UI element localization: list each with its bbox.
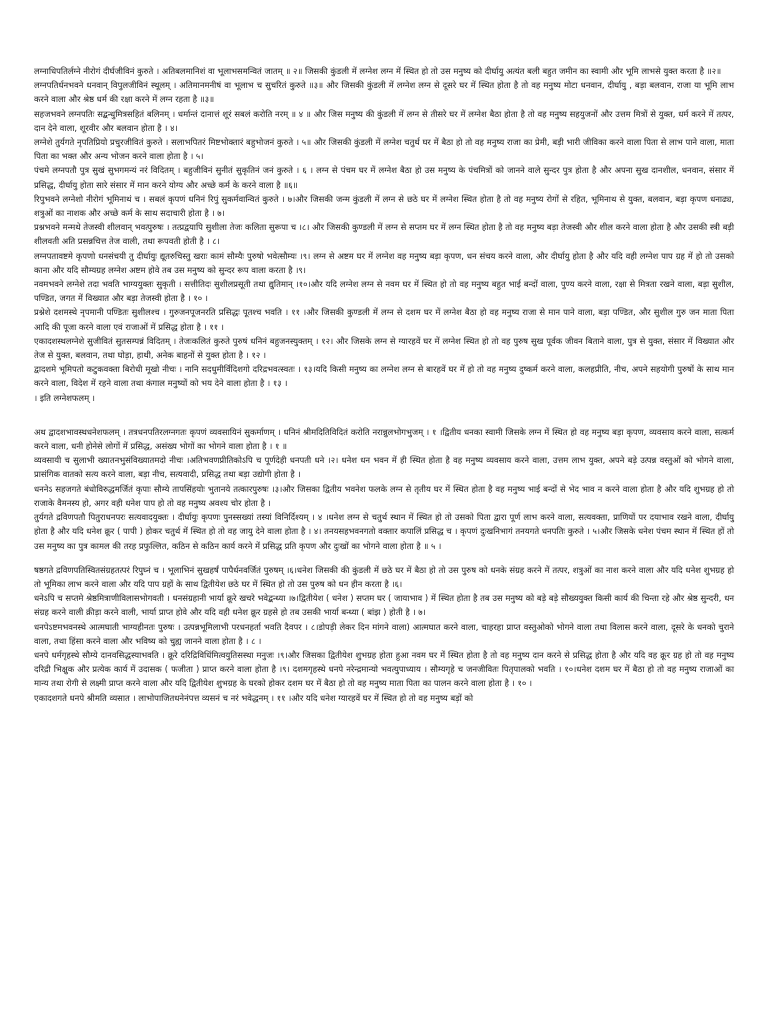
section-lagnesh-phal [34,64,734,405]
verse-paragraph: षष्ठगते द्रविणपतिस्वितसंग्रहतत्परं रिपुघ्नं च । भूलाभिनं सुखहर्षं पापैर्धनवर्जितं पुरुषम् ।६।धनेश जिसकी की कुंडली में छठे घर में बैठा हो तो उस पुरुष को धनके संग्रह करने में तत्पर, शत्रुओं का नाश करने वाला और यदि धनेश शुभग्रह हो तो भूमिका लाभ करने वाला और यदि पाप ग्रहों के साथ द्वितीयेश छठे घर में स्थित हो तो उस पुरुष को धन हीन करता है ।६। [34,564,734,589]
verse-paragraph: एकादशस्थलग्नेशे सुजीवितं सुतसम्पन्नं विदितम् । तेजःकलितं कुरुते पुरुषं धनिनं बहुजनस्युक्तम् । १२। और जिसके लग्न से ग्यारहवें घर में लग्नेश स्थित हो तो वह पुरुष सुख पूर्वक जीवन बिताने वाला, पुत्र से युक्त, संसार में विख्यात और तेज से युक्त, बलवान, तथा घोड़ा, हाथी, अनेक बाहनों से युक्त होता है । १२ । [34,335,734,361]
verse-paragraph: धनपे धर्मगृहस्थे सौम्ये दानवसिद्धस्याभवति । क्रूरे दरिद्रिविधिंमित्वयुतिसस्था मनुजः ।९।और जिसका द्वितीयेश शुभग्रह होता हुआ नवम घर में स्थित होता है तो वह मनुष्य दान करने से प्रसिद्ध होता है और यदि वह क्रूर ग्रह हो तो वह मनुष्य दरिद्री भिक्षुक और प्रत्येक कार्य में उदासक ( फजीता ) प्राप्त करने वाला होता है ।९। दशमगृहस्थे धनपे नरेन्द्रमान्यो भवत्युपाध्याय । सौम्यगृहे च जनजीवितः पितृपालको भवति । १०।धनेश दशम घर में बैठा हो तो वह मनुष्य राजाओं का मान्य तथा रोगी से लक्ष्मी प्राप्त करने वाला और यदि द्वितीयेश शुभग्रह के घरको होकर दशम घर में बैठा हो तो वह मनुष्य माता पिता का पालन करने वाला होता है । १० । [34,649,734,689]
section-dhanesh-phal [34,425,734,553]
section-gap [34,405,734,425]
verse-paragraph: धनेऽपि च सप्तमे श्रेष्ठमित्राणीविलासभोगवती । धनसंग्रहानी भार्या क्रूरे खचरे भवेद्बन्ध्या ।७।द्वितीयेश ( धनेश ) सप्तम घर ( जायाभाव ) में स्थित होता है तब उस मनुष्य को बड़े बड़े सौख्ययुक्त किसी कार्य की चिन्ता रहे और श्रेष्ठ सुन्दरी, धन संग्रह करने वाली क्रीड़ा करने वाली, भार्या प्राप्त होवे और यदि वही धनेश क्रूर ग्रहसे हो तब उसकी भार्या बन्ध्या ( बांझ ) होती है । ७। [34,593,734,618]
section-gap [34,553,734,563]
section-dhanesh-phal-continued [34,563,734,705]
verse-paragraph: प्रश्नभवने मन्मथे तेजस्वी शीलवान् भवत्पुरुषः । तत्प्रद्वयापि सुशीला तेजः कलिता सुरूपा च ।८। और जिसकी कुण्डली में लग्न से सप्तम घर में लग्न स्थित होता है तो वह मनुष्य बड़ा तेजस्वी और शील करने वाला होता है और उसकी स्त्री बड़ी शीलवती अति प्रसन्नचित्त तेज वाली, तथा रूपवती होती है । ८। [34,222,734,247]
verse-paragraph: सहजभवने लग्नपतिः सद्बन्धुमित्रसहितं बलिनम् । धर्मान्तं दानात्तं शूरं सबलं करोति नरम् ॥ ४ ॥ और जिस मनुष्य की कुंडली में लग्न से तीसरे घर में लग्नेश बैठा होता है तो वह मनुष्य सहयुजनों और उत्तम मित्रों से युक्त, धर्म करने में तत्पर, दान देने वाला, शूरवीर और बलवान होता है । ४। [34,108,734,133]
verse-paragraph: लग्नेशे तुर्यगते नृपतिप्रियो प्रचुरजीवितं कुरुते । सलाभपितरं मिष्टभोक्तारं बहुभोजनं कुरुते । ५॥ और जिसकी कुंडली में लग्नेश चतुर्थ घर में बैठा हो तो वह मनुष्य राजा का प्रेमी, बड़ी भारी जीविका करने वाला पिता से लाभ पाने वाला, माता पिता का भक्त और अन्य भोजन करने वाला होता है । ५। [34,137,734,162]
verse-paragraph: द्वादशमे भूमिपतो कटुकवक्ता बिरोधी मूखो नीचः । नानि सदधुमीर्विदिशगो दरिद्रभवत्स्वतः । १३।यदि किसी मनुष्य का लग्नेश लग्न से बारहवें घर में हो तो वह मनुष्य दुष्कर्म करने वाला, कलहप्रीति, नीच, अपने सहयोगी पुरुषों के साथ मान करने वाला, विदेश में रहने वाला तथा कंगाल मनुष्यों को भय देने वाला होता है । १३ । [34,364,734,389]
verse-paragraph: प्रश्नेशे दशमस्थे नृपमानी पण्डितः सुशीलश्च । गुरुजनपूजनरति प्रसिद्धः पूतश्च भवति । ११ ।और जिसकी कुण्डली में लग्न से दशम घर में लग्नेश बैठा हो वह मनुष्य राजा से मान पाने वाला, बड़ा पण्डित, और सुशील गुरु जन माता पिता आदि की पूजा करने वाला एवं राजाओं में प्रसिद्ध होता है । ११ । [34,307,734,332]
verse-paragraph: नवमभवने लग्नेशे तदा भवति भाग्ययुक्तः सुकृती । सत्तीतिदः सुशीलप्रसूती तथा द्युतिमान् ।१०।और यदि लग्नेश लग्न से नवम घर में स्थित हो तो वह मनुष्य बहुत भाई बन्दों वाला, पुण्य करने वाला, रक्षा से मित्रता रखने वाला, बड़ा सुशील, पण्डित, जगत में विख्यात और बड़ा तेजस्वी होता है । १० । [34,279,734,304]
verse-paragraph: रिपुभवने लग्नेशो नीरोगं भूमिनाथं च । सबलं कृपणं धनिनं रिपुं सुकर्मवान्वितं कुरुते । ७।और जिसकी जन्म कुंडली में लग्न से छठे घर में लग्नेश स्थित होता है तो वह मनुष्य रोगों से रहित, भूमिनाथ से युक्त, बलवान, बड़ा कृपण धनाढ्य, शत्रुओं का नाशक और अच्छे कर्म के साथ सदाचारी होता है । ७। [34,193,734,219]
verse-paragraph: अथ द्वादशभावस्थधनेशफलम् । तत्रधनपतिरलग्नगतः कृपणं व्यवसायिनं सुकर्माणम् । धनिनं श्रीमदितिविदितं करोति नरान्नुलभोगभुजम् । १ ।द्वितीय धनका स्वामी जिसके लग्न में स्थित हो वह मनुष्य बड़ा कृपण, व्यवसाय करने वाला, सत्कर्म करने वाला, धनी होनेसे लोगों में प्रसिद्ध, असंख्य भोगों का भोगने वाला होता है । १ ॥ [34,426,734,452]
verse-paragraph: धनपेऽष्टमभवनस्थे आत्मघाती भाग्यहीनतः पुरुषः । उत्पन्नभूमिलाभी परधनहर्ता भवति दैवपर । ८।डोपड़ी लेकर दिन मांगने वाला) आत्मघात करने वाला, चाहरहा प्राप्त वस्तुओको भोगने वाला तथा विलास करने वाला, दूसरे के धनको चुराने वाला, तथा हिंसा करने वाला और भविष्य को चुह्य जानने वाला होता है । ८ । [34,621,734,646]
section-end-marker: । इति लग्नेशफलम् । [34,392,95,403]
verse-paragraph: तुर्यगते द्रविणपतौ पितुराधनपरः सत्यवादयुक्तः । दीर्घायुः कृपणः पुनस्सख्यां तस्यां विनिर्दिश्यम् । ४ ।धनेश लग्न से चतुर्थ स्थान में स्थित हो तो उसको पिता द्वारा पूर्ण लाभ करने वाला, सत्यवक्ता, प्राणियों पर दयाभाव रखने वाला, दीर्घायु होता है और यदि धनेश क्रूर ( पापी ) होकर चतुर्थ में स्थित हो तो वह जायु देने वाला होता है । ४। तनयसहभवनगतो वक्तार कपालिं प्रसिद्ध च । कृपणं दुःखनिभागं तनयगते धनपतिः कुरुते । ५।और जिसके धनेश पंचम स्थान में स्थित हों तो उस मनुष्य का पुत्र कामल की तरह प्रफुल्लित, कठिन से कठिन कार्य करने में प्रसिद्ध प्रति कृपण और दुःखों का भोगने वाला होता है ॥ ५ । [34,512,734,551]
verse-paragraph: व्यवसायी च सुलाभी ख्यातनभुसंविख्यातमदो नीचः ।अतिभवणप्रीतिकोऽपि च पूर्णदेही धनपती धने ।२। धनेश धन भवन में ही स्थित होता है वह मनुष्य व्यवसाय करने वाला, उत्तम लाभ युक्त, अपने बड़े उत्पन्न वस्तुओं को भोगने वाला, प्रासंगिक वातको सत्य करने वाला, बड़ा नीच, सत्यवादी, प्रसिद्ध तथा बड़ा उद्योगी होता है । [34,455,734,480]
verse-paragraph: एकादशगते धनपे श्रीमति व्यसात । लाभोपाजितधनेनंपत्त व्यसनं च नरं भवेद्धनम् । ११ ।और यदि धनेश ग्यारहवें घर में स्थित हो तो वह मनुष्य बड़ों को [34,692,474,703]
verse-paragraph: लग्नाधिपतिर्लग्ने नीरोगं दीर्घजीविनं कुरुते । अतिबलमानिशं वा भूलाभसमन्वितं जातम् ॥ २॥ जिसकी कुंडली में लग्नेश लग्न में स्थित हो तो उस मनुष्य को दीर्घायु अत्यंत बली बहुत जमीन का स्वामी और भूमि लाभसे युक्त करता है ॥२॥ [34,66,722,76]
verse-paragraph: पंचमे लग्नपतौ पुत्र सुखं सुभगमन्यं नरं विदितम् । बहुजीविनं सुनीतं सुकृतिनं जनं कुरुते । ६ । लग्न से पंचम घर में लग्नेश बैठा हो उस मनुष्य के पंचमित्रों को जानने वाले सुन्दर पुत्र होता है और अपना सुख दानशील, धनवान, संसार में प्रसिद्ध, दीर्घायु होता सारे संसार में मान करने योग्य और अच्छे कर्म के करने वाला है ॥६॥ [34,165,734,190]
verse-paragraph: धननेऽ सहजगते बंधोविरुद्धमर्जितं कृपाः सौम्ये तापसिंहयोः भुतानये तत्कारपुरुषः ।३।और जिसका द्वितीय भवनेश फलके लग्न से तृतीय घर में स्थित होता है वह मनुष्य भाई बन्दों से भेद भाव न करने वाला होता है और यदि शुभग्रह हो तो राजाके वैमनस्य हो, अगर वही धनेश पाप हो तो वह मनुष्य अवश्य चोर होता है । [34,483,734,508]
verse-paragraph: लग्नपतावष्टमे कृपणो धनसंचयी तु दीर्घायुः द्यूतरुचिस्तु खराः कामं सौम्यैः पुरुषो भवेत्सौम्यः ।९। लग्न से अष्टम घर में लग्नेश वह मनुष्य बड़ा कृपण, धन संचय करने वाला, और दीर्घायु होता है और यदि वही लग्नेश पाप ग्रह में हो तो उसको काना और यदि सौम्यग्रह लग्नेश अष्टम होवे तब उस मनुष्य को सुन्दर रूप वाला करता है ।९। [34,250,734,275]
verse-paragraph: लग्नपतिर्धनभवने धनवान् विपुलजीविनं स्थूलम् । अतिमानमनीषं वा भूलाभ च सुचरितं कुरुते ॥३॥ और जिसकी कुंडली में लग्नेश लग्न से दूसरे घर में स्थित होता है तो वह मनुष्य मोटा धनवान, दीर्घायु , बड़ा बलवान, राजा या भूमि लाभ करने वाला और श्रेष्ठ धर्म की रक्षा करने में लग्न रहता है ॥३॥ [34,80,734,105]
